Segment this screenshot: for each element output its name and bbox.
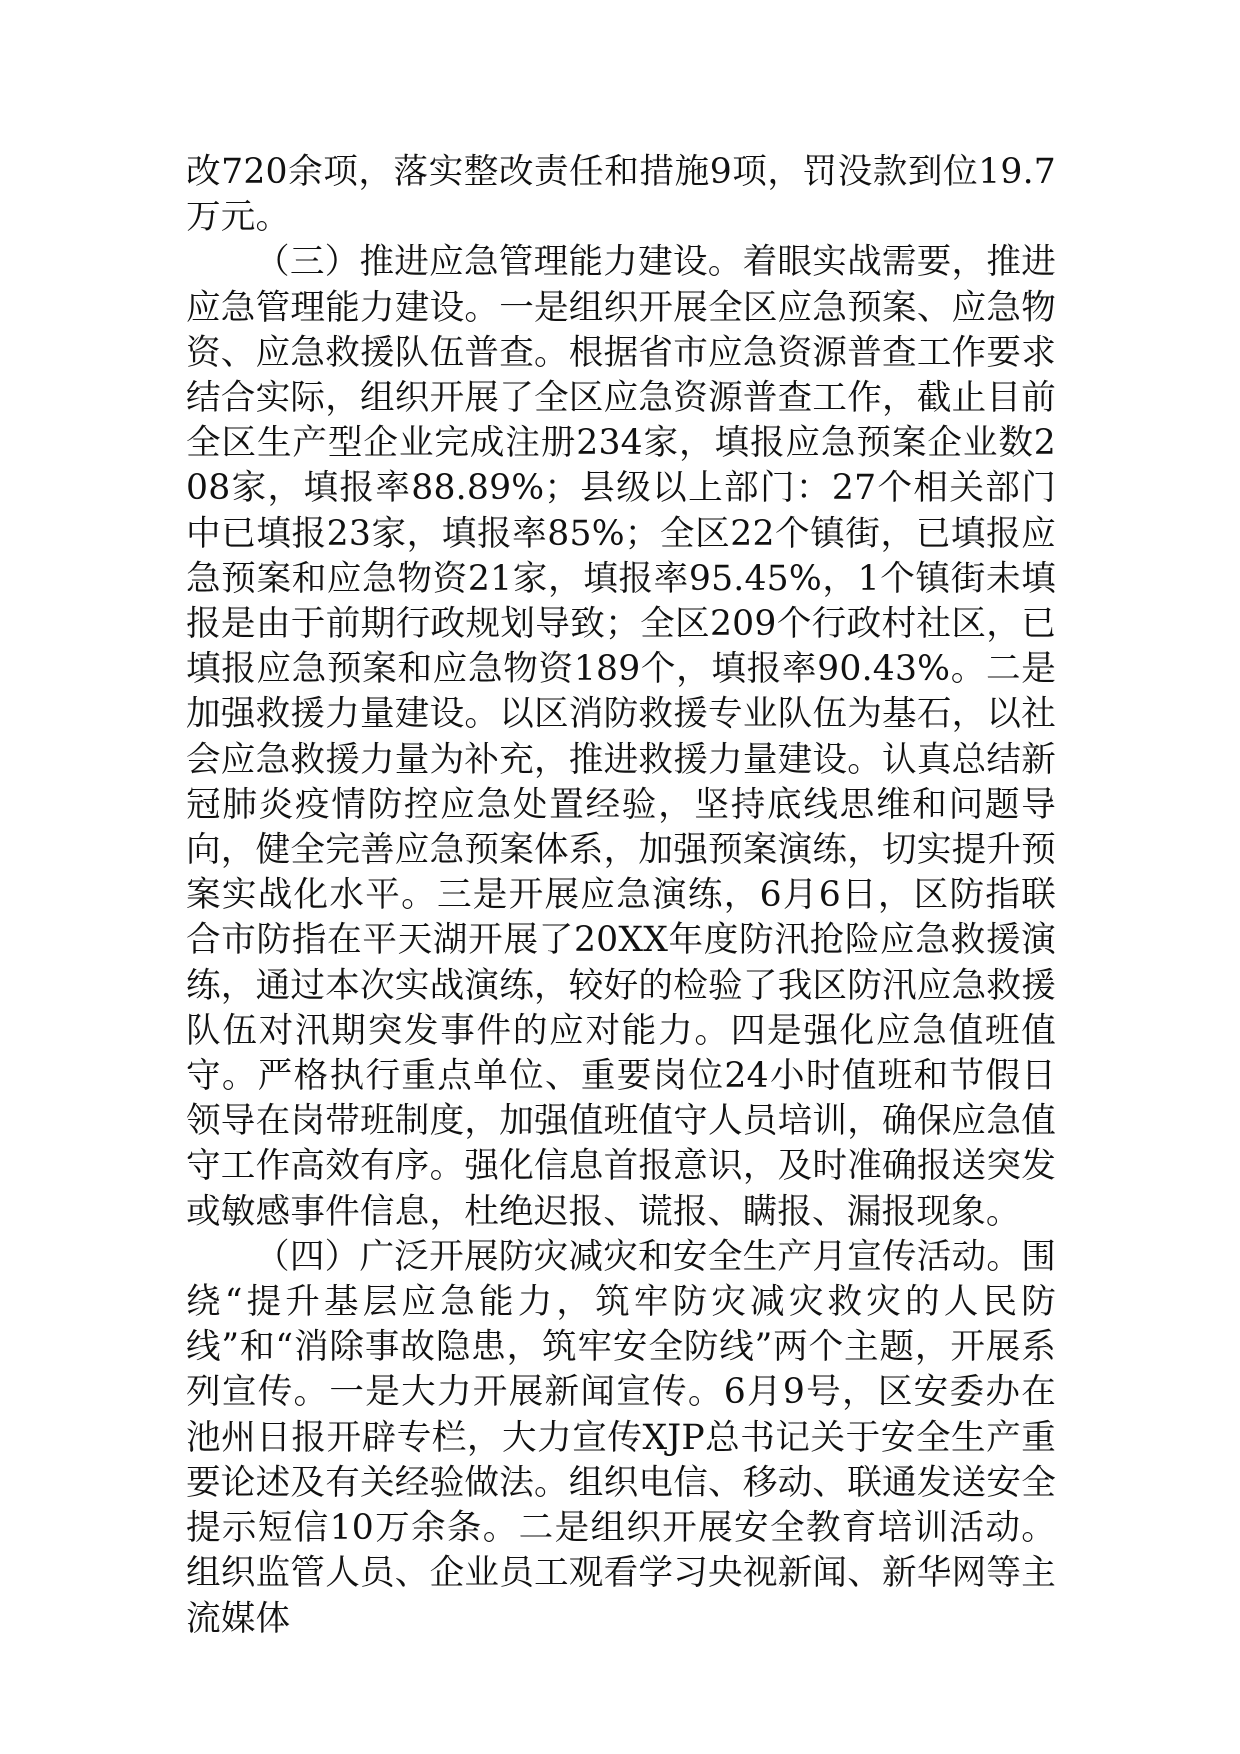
- document-body: [186, 150, 1056, 1642]
- paragraph-section-3-emergency-capacity: （三）推进应急管理能力建设。着眼实战需要，推进应急管理能力建设。一是组织开展全区应急预案、应急物资、应急救援队伍普查。根据省市应急资源普查工作要求结合实际，组织开展了全区应急资源普查工作，截止目前全区生产型企业完成注册234家，填报应急预案企业数208家，填报率88.89%；县级以上部门：27个相关部门中已填报23家，填报率85%；全区22个镇街，已填报应急预案和应急物资21家，填报率95.45%，1个镇街未填报是由于前期行政规划导致；全区209个行政村社区，已填报应急预案和应急物资189个，填报率90.43%。二是加强救援力量建设。以区消防救援专业队伍为基石，以社会应急救援力量为补充，推进救援力量建设。认真总结新冠肺炎疫情防控应急处置经验，坚持底线思维和问题导向，健全完善应急预案体系，加强预案演练，切实提升预案实战化水平。三是开展应急演练，6月6日，区防指联合市防指在平天湖开展了20XX年度防汛抢险应急救援演练，通过本次实战演练，较好的检验了我区防汛应急救援队伍对汛期突发事件的应对能力。四是强化应急值班值守。严格执行重点单位、重要岗位24小时值班和节假日领导在岗带班制度，加强值班值守人员培训，确保应急值守工作高效有序。强化信息首报意识，及时准确报送突发或敏感事件信息，杜绝迟报、谎报、瞒报、漏报现象。: [186, 242, 1056, 1232]
- paragraph-continuation: 改720余项，落实整改责任和措施9项，罚没款到位19.7万元。: [186, 152, 1056, 238]
- paragraph-section-4-safety-month-publicity: （四）广泛开展防灾减灾和安全生产月宣传活动。围绕“提升基层应急能力，筑牢防灾减灾救灾的人民防线”和“消除事故隐患，筑牢安全防线”两个主题，开展系列宣传。一是大力开展新闻宣传。6月9号，区安委办在池州日报开辟专栏，大力宣传XJP总书记关于安全生产重要论述及有关经验做法。组织电信、移动、联通发送安全提示短信10万余条。二是组织开展安全教育培训活动。组织监管人员、企业员工观看学习央视新闻、新华网等主流媒体: [186, 1236, 1056, 1639]
